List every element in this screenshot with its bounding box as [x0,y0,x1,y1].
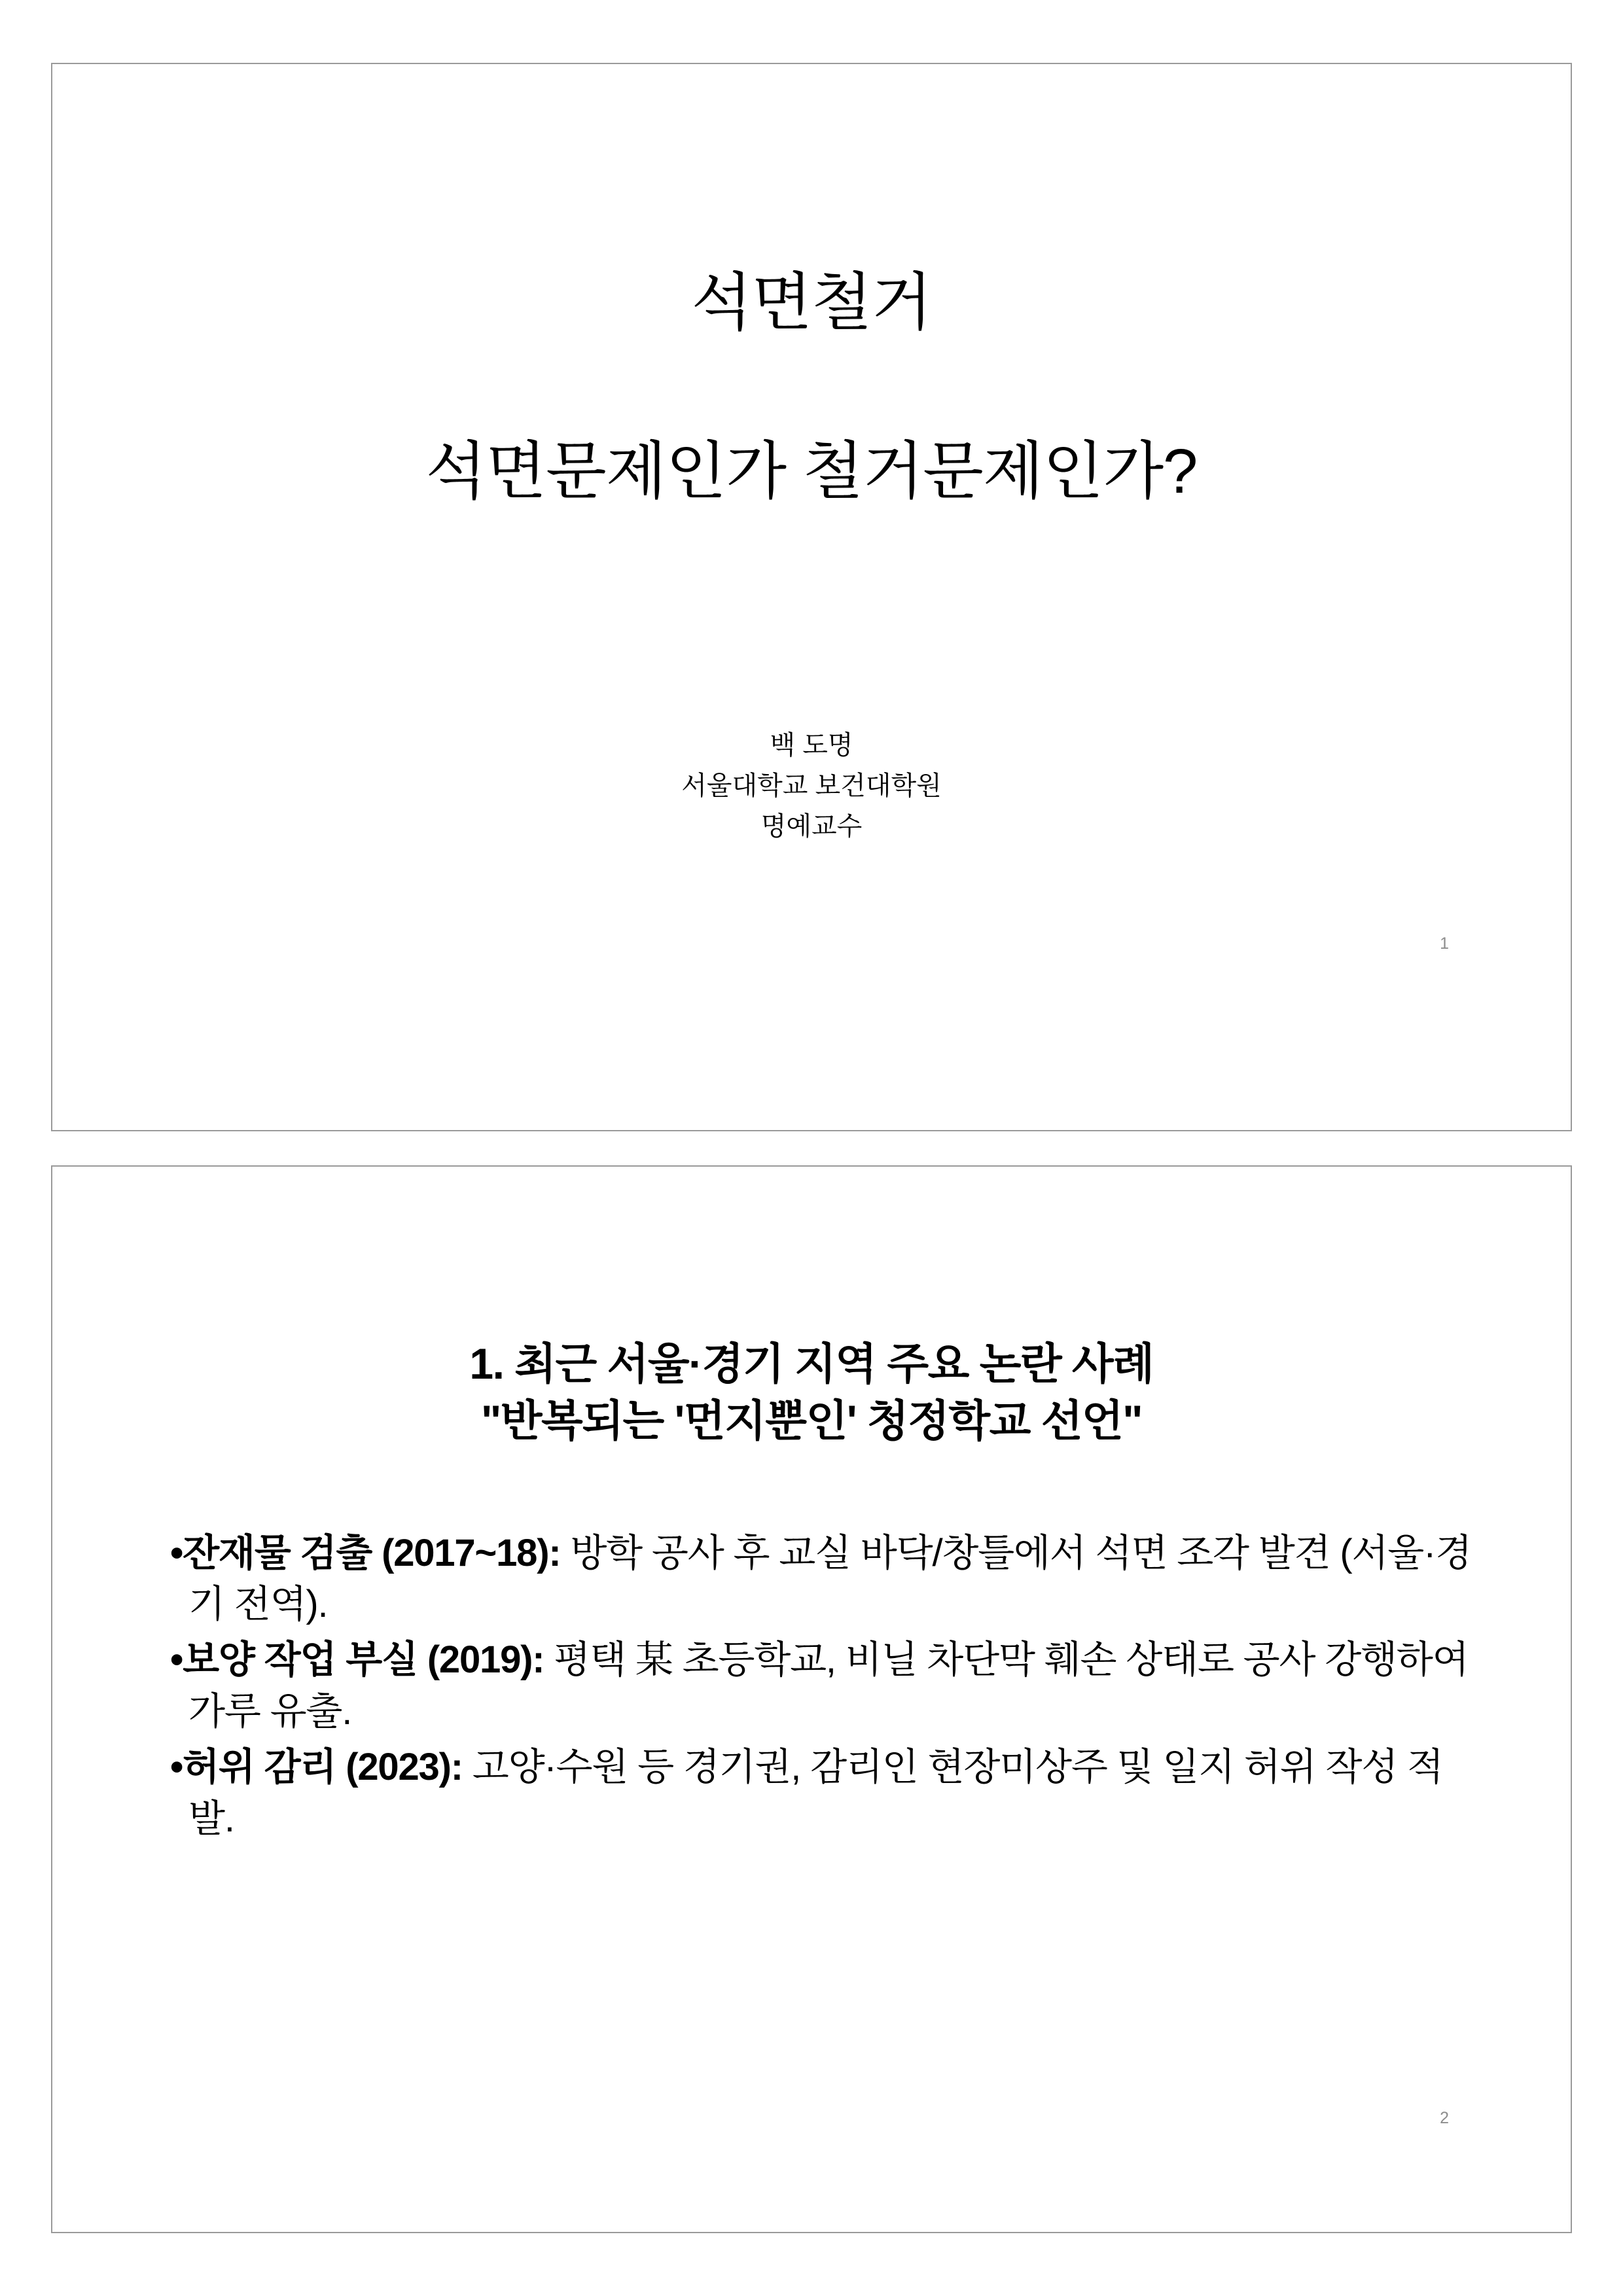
bullet-item [170,1742,1472,1845]
bullet-rest: 고양·수원 등 경기권, 감리인 현장 [462,1746,1000,1788]
bullet-lead: •보양 작업 부실 (2019): [170,1638,544,1682]
slide-2 [51,1165,1572,2234]
slide-1-title-block [52,267,1571,508]
slide-2-bullet-list [170,1528,1472,1849]
bullet-lead: •잔재물 검출 (2017~18): [170,1531,561,1574]
slide-1 [51,63,1572,1131]
slide-2-page-number: 2 [1440,2108,1449,2127]
bullet-lead: •허위 감리 (2023): [170,1746,463,1788]
slide-2-heading-line-2: "반복되는 '먼지뿐인' 청정학교 선언" [480,1396,1143,1445]
bullet-continuation: 막 훼손 상태로 공사 강행하여 가루 유출. [188,1638,1469,1733]
slide-2-heading [137,1335,1486,1449]
bullet-continuation: 에서 석면 조각 발견 (서울·경기 전역). [188,1531,1472,1626]
bullet-item [170,1528,1472,1631]
author-position: 명예교수 [760,812,863,841]
author-affiliation: 서울대학교 보건대학원 [681,771,942,800]
bullet-rest: 방학 공사 후 교실 바닥/창틀 [560,1531,1014,1574]
slide-1-title-line-1: 석면철거 [691,268,932,338]
author-name: 백 도명 [770,731,853,760]
bullet-continuation: 미상주 및 일지 허위 작성 적발. [188,1746,1443,1840]
slide-1-page-number: 1 [1440,934,1449,953]
slide-1-author-block [52,725,1571,847]
slide-2-heading-line-1: 1. 최근 서울·경기 지역 주요 논란 사례 [469,1339,1154,1388]
bullet-item [170,1634,1472,1738]
slide-1-title-line-2: 석면문제인가 철거문제인가? [425,436,1198,507]
bullet-rest: 평택 某 초등학교, 비닐 차단 [544,1638,999,1682]
